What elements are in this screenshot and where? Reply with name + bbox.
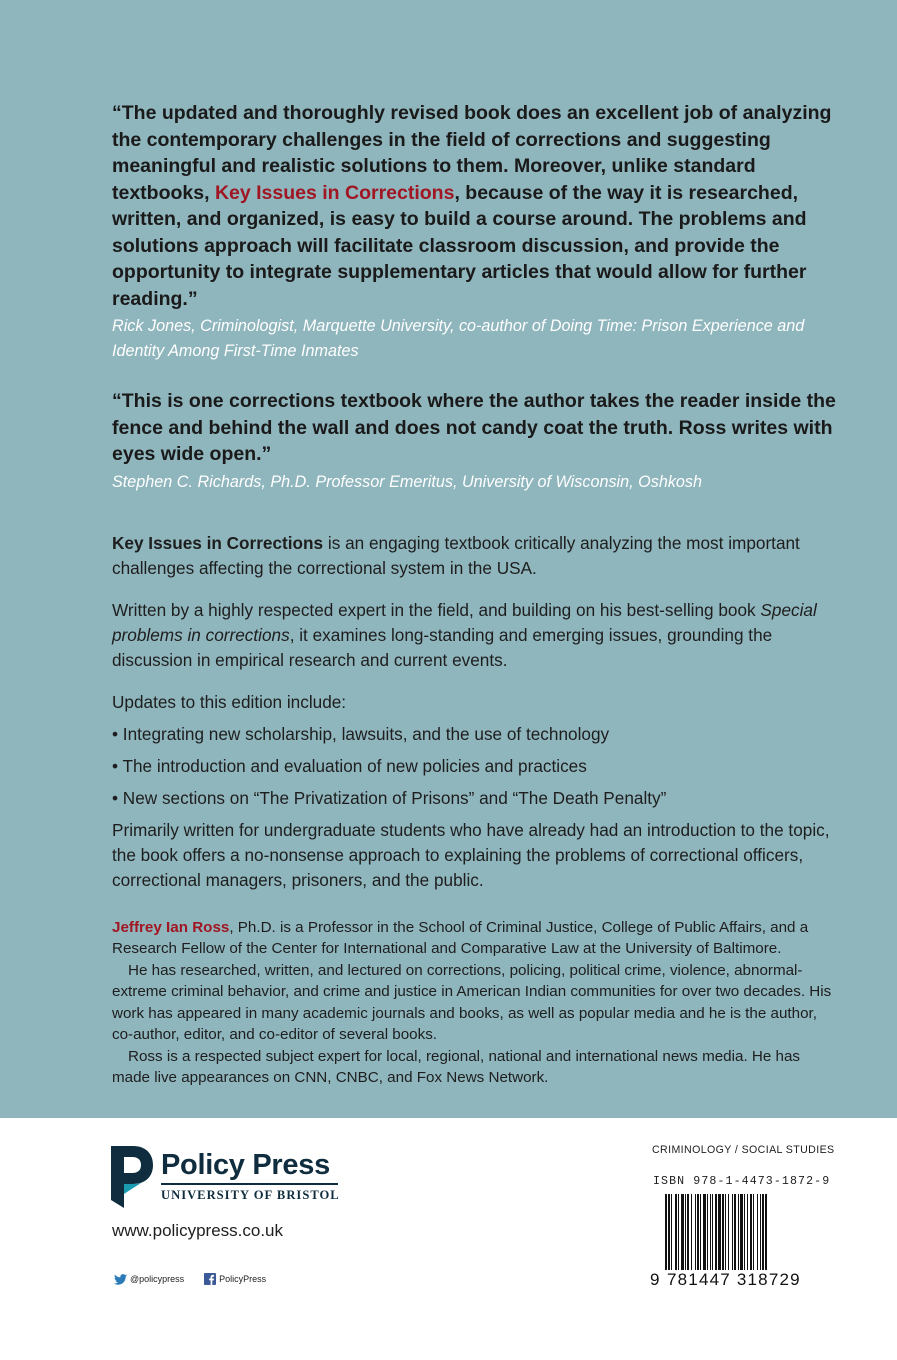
barcode-bar xyxy=(740,1194,743,1274)
policy-press-logo-icon xyxy=(111,1146,153,1208)
list-item: • The introduction and evaluation of new policies and practices xyxy=(112,755,587,776)
list-item: • New sections on “The Privatization of Prisons” and “The Death Penalty” xyxy=(112,787,667,808)
updates-list xyxy=(112,722,840,811)
logo-divider xyxy=(161,1183,338,1185)
barcode-bar xyxy=(678,1194,679,1274)
barcode-bar xyxy=(744,1194,745,1274)
barcode-bar xyxy=(734,1194,736,1274)
barcode-bar xyxy=(722,1194,724,1274)
isbn-label: ISBN 978-1-4473-1872-9 xyxy=(653,1175,831,1188)
description-intro: Key Issues in Corrections is an engaging textbook critically analyzing the most important challenges affecting the correctional system in the USA. xyxy=(112,532,800,578)
back-cover-footer xyxy=(0,1118,897,1360)
barcode-bar xyxy=(675,1194,677,1274)
quote-2 xyxy=(112,388,840,495)
publisher-website[interactable]: www.policypress.co.uk xyxy=(112,1221,284,1240)
quote-2-text: “This is one corrections textbook where the author takes the reader inside the fence and behind the wall and does not candy coat the truth. Ross writes with eyes wide open.” xyxy=(112,390,836,465)
barcode-bar xyxy=(718,1194,721,1274)
barcode-bar xyxy=(681,1194,684,1274)
barcode-bar xyxy=(685,1194,686,1274)
description-audience: Primarily written for undergraduate students who have already had an introduction to the topic, the book offers a no-nonsense approach to explaining the problems of correctional officers, correctional managers, prisoners, and the public. xyxy=(112,819,830,890)
barcode-digits: 781447 318729 xyxy=(667,1270,801,1289)
barcode-bar xyxy=(738,1194,739,1274)
barcode-bar xyxy=(671,1194,672,1274)
barcode-bar xyxy=(753,1194,754,1274)
author-bio xyxy=(112,917,840,1089)
author-bio-2: He has researched, written, and lectured on corrections, policing, political crime, violence, abnormal-extreme criminal behavior, and crime and justice in American Indian communities for over two decades. His work has appeared in many academic journals and books, as well as popular media and he is the author, co-author, editor, and co-editor of several books. xyxy=(112,961,832,1043)
twitter-link[interactable]: @policypress xyxy=(114,1274,184,1285)
barcode-bar xyxy=(710,1194,711,1274)
twitter-icon xyxy=(114,1274,127,1285)
book-title-highlight: Key Issues in Corrections xyxy=(214,181,455,204)
subject-category: CRIMINOLOGY / SOCIAL STUDIES xyxy=(652,1144,835,1156)
barcode-bar xyxy=(725,1194,726,1274)
author-name: Jeffrey Ian Ross xyxy=(112,918,230,936)
publisher-name: Policy Press xyxy=(161,1149,330,1181)
updates-heading: Updates to this edition include: xyxy=(112,691,347,712)
barcode-bar xyxy=(700,1194,701,1274)
barcode-bar xyxy=(687,1194,689,1274)
social-links xyxy=(114,1273,286,1285)
author-bio-3: Ross is a respected subject expert for local, regional, national and international news media. He has made live appearances on CNN, CNBC, and Fox News Network. xyxy=(112,1047,801,1086)
list-item: • Integrating new scholarship, lawsuits, and the use of technology xyxy=(112,723,610,744)
quote-1-text: “The updated and thoroughly revised book does an excellent job of analyzing the contemporary challenges in the field of corrections and suggesting meaningful and realistic solutions to them. Moreover, unlike standard textbooks, Key Issues in Corrections, because of the way it is researched, written, and organized, is easy to build a course around. The problems and solutions approach will facilitate classroom discussion, and provide the opportunity to integrate supplementary articles that would allow for further reading.” xyxy=(112,102,832,310)
author-bio-1: Jeffrey Ian Ross, Ph.D. is a Professor in the School of Criminal Justice, College of Public Affairs, and a Research Fellow of the Center for International and Comparative Law at the University of Baltimore. xyxy=(112,918,809,957)
barcode-bar xyxy=(697,1194,699,1274)
barcode-bar xyxy=(695,1194,696,1274)
barcode-bar xyxy=(760,1194,761,1274)
barcode-first-digit: 9 xyxy=(650,1270,661,1289)
description-written: Written by a highly respected expert in the field, and building on his best-selling book Special problems in corrections, it examines long-standing and emerging issues, grounding the discussion in empirical research and current events. xyxy=(112,599,817,670)
barcode-bar xyxy=(728,1194,729,1274)
barcode-bar xyxy=(750,1194,752,1274)
facebook-link[interactable]: PolicyPress xyxy=(204,1273,266,1285)
quote-2-attribution: Stephen C. Richards, Ph.D. Professor Emeritus, University of Wisconsin, Oshkosh xyxy=(112,472,703,491)
barcode-bar xyxy=(747,1194,748,1274)
barcode-bar xyxy=(732,1194,733,1274)
barcode-bar xyxy=(703,1194,706,1274)
publisher-subtitle: UNIVERSITY OF BRISTOL xyxy=(161,1187,340,1202)
quote-1 xyxy=(112,100,840,364)
barcode-bar xyxy=(757,1194,758,1274)
back-cover-content xyxy=(112,100,840,1089)
quote-1-attribution: Rick Jones, Criminologist, Marquette University, co-author of Doing Time: Prison Experience and Identity Among First-Time Inmates xyxy=(112,317,805,360)
barcode-bar xyxy=(691,1194,692,1274)
publisher-logo xyxy=(111,1146,340,1208)
barcode-bar xyxy=(707,1194,708,1274)
facebook-icon xyxy=(204,1273,216,1285)
